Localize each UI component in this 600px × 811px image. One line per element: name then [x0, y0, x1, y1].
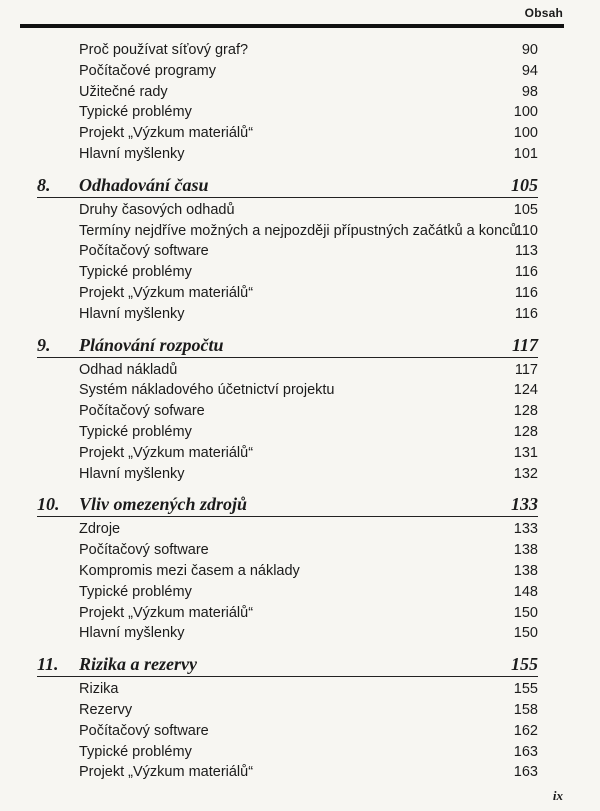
toc-entry-page: 117: [514, 361, 538, 378]
chapter-title: Rizika a rezervy: [79, 654, 197, 675]
toc-entry-title: Zdroje: [79, 521, 121, 538]
toc-entry-page: 162: [513, 722, 538, 739]
toc-entry-page: 90: [521, 42, 538, 58]
toc-entry: [0, 40, 600, 61]
toc-entry-title: Hlavní myšlenky: [79, 145, 185, 162]
toc-entry-title: Rezervy: [79, 701, 133, 718]
toc-entry-page: 116: [514, 264, 538, 281]
toc-entry: [0, 241, 600, 262]
toc-entry: [0, 200, 600, 221]
toc-entry: [0, 582, 600, 603]
toc-entry-page: 155: [513, 681, 538, 698]
toc-entry: [0, 304, 600, 325]
toc-entry-title: Hlavní myšlenky: [79, 305, 185, 322]
chapter-rule: [37, 676, 538, 677]
toc-entry-title: Projekt „Výzkum materiálů“: [79, 284, 254, 301]
chapter-rule: [37, 516, 538, 517]
chapter-page: 155: [511, 654, 538, 675]
toc-entry: [0, 519, 600, 540]
chapter-page: 117: [511, 334, 538, 355]
chapter-page: 105: [511, 174, 538, 195]
toc-entry: [0, 603, 600, 624]
toc-entry-page: 150: [513, 604, 538, 621]
toc-entry: [0, 422, 600, 443]
toc-entry-page: 128: [513, 423, 538, 440]
page-folio: ix: [552, 788, 563, 803]
chapter-number: 11.: [37, 654, 59, 675]
toc-entry-page: 110: [514, 222, 538, 239]
toc-entry-page: 148: [513, 583, 538, 600]
toc-entry-title: Počítačový software: [79, 243, 209, 260]
toc-entry-page: 128: [513, 403, 538, 420]
toc-entry-title: Počítačový software: [79, 542, 209, 559]
toc-entry: [0, 82, 600, 103]
toc-entry: [0, 623, 600, 644]
toc-entry-title: Projekt „Výzkum materiálů“: [79, 764, 254, 781]
toc-entry-page: 150: [513, 625, 538, 642]
page-header-label: Obsah: [524, 6, 563, 20]
toc-entry-page: 98: [521, 83, 538, 100]
toc-entry: [0, 762, 600, 783]
toc-entry: [0, 540, 600, 561]
toc-entry: [0, 360, 600, 381]
toc-entry: [0, 561, 600, 582]
header-rule: [20, 24, 564, 28]
toc-entry-title: Termíny nejdříve možných a nejpozději přípustných začátků a konců: [79, 222, 518, 239]
toc-entry-title: Hlavní myšlenky: [79, 465, 185, 482]
toc-entry-title: Počítačové programy: [79, 62, 217, 79]
chapter-number: 9.: [37, 334, 51, 355]
chapter-rule: [37, 357, 538, 358]
chapter-number: 10.: [37, 494, 60, 515]
toc-entry-page: 124: [513, 382, 538, 399]
toc-entry: [0, 742, 600, 763]
toc-entry-title: Proč používat síťový graf?: [79, 42, 249, 58]
chapter-heading: [0, 490, 600, 519]
table-of-contents: [0, 40, 600, 783]
toc-entry-page: 132: [513, 465, 538, 482]
toc-entry-page: 100: [513, 125, 538, 142]
chapter-rule: [37, 197, 538, 198]
chapter-heading: [0, 331, 600, 360]
toc-entry-page: 158: [513, 701, 538, 718]
toc-entry: [0, 700, 600, 721]
toc-entry: [0, 123, 600, 144]
chapter-heading: [0, 650, 600, 679]
toc-entry: [0, 102, 600, 123]
toc-entry-page: 138: [513, 562, 538, 579]
toc-entry-title: Druhy časových odhadů: [79, 201, 235, 218]
toc-entry-title: Projekt „Výzkum materiálů“: [79, 604, 254, 621]
toc-entry-title: Odhad nákladů: [79, 361, 178, 378]
toc-entry-page: 138: [513, 542, 538, 559]
toc-entry-page: 94: [521, 62, 538, 79]
chapter-heading: [0, 171, 600, 200]
toc-entry-title: Projekt „Výzkum materiálů“: [79, 444, 254, 461]
toc-entry-title: Typické problémy: [79, 104, 192, 121]
toc-entry-title: Užitečné rady: [79, 83, 168, 100]
toc-entry-title: Typické problémy: [79, 423, 192, 440]
toc-entry-page: 133: [513, 521, 538, 538]
toc-entry-title: Typické problémy: [79, 743, 192, 760]
toc-entry-title: Rizika: [79, 681, 119, 698]
toc-entry: [0, 721, 600, 742]
toc-entry-page: 131: [513, 444, 538, 461]
toc-entry: [0, 144, 600, 165]
toc-entry: [0, 443, 600, 464]
chapter-page: 133: [511, 494, 538, 515]
toc-entry-title: Hlavní myšlenky: [79, 625, 185, 642]
chapter-title: Plánování rozpočtu: [79, 334, 224, 355]
chapter-title: Odhadování času: [79, 174, 209, 195]
toc-entry-title: Systém nákladového účetnictví projektu: [79, 382, 335, 399]
toc-entry-title: Kompromis mezi časem a náklady: [79, 562, 300, 579]
toc-entry: [0, 679, 600, 700]
toc-entry-title: Počítačový sofware: [79, 403, 205, 420]
toc-entry: [0, 283, 600, 304]
toc-entry-title: Typické problémy: [79, 264, 192, 281]
toc-entry-page: 163: [513, 743, 538, 760]
toc-entry-title: Počítačový software: [79, 722, 209, 739]
toc-entry-page: 163: [513, 764, 538, 781]
chapter-number: 8.: [37, 174, 51, 195]
toc-entry-page: 105: [513, 201, 538, 218]
toc-entry: [0, 464, 600, 485]
toc-entry-page: 100: [513, 104, 538, 121]
toc-entry: [0, 380, 600, 401]
toc-entry-page: 101: [513, 145, 538, 162]
toc-entry-page: 116: [514, 284, 538, 301]
toc-entry-page: 113: [514, 243, 538, 260]
toc-entry-page: 116: [514, 305, 538, 322]
toc-entry-title: Typické problémy: [79, 583, 192, 600]
chapter-title: Vliv omezených zdrojů: [79, 494, 248, 515]
toc-entry: [0, 221, 600, 242]
toc-entry-title: Projekt „Výzkum materiálů“: [79, 125, 254, 142]
toc-entry: [0, 61, 600, 82]
toc-entry: [0, 401, 600, 422]
toc-entry: [0, 262, 600, 283]
